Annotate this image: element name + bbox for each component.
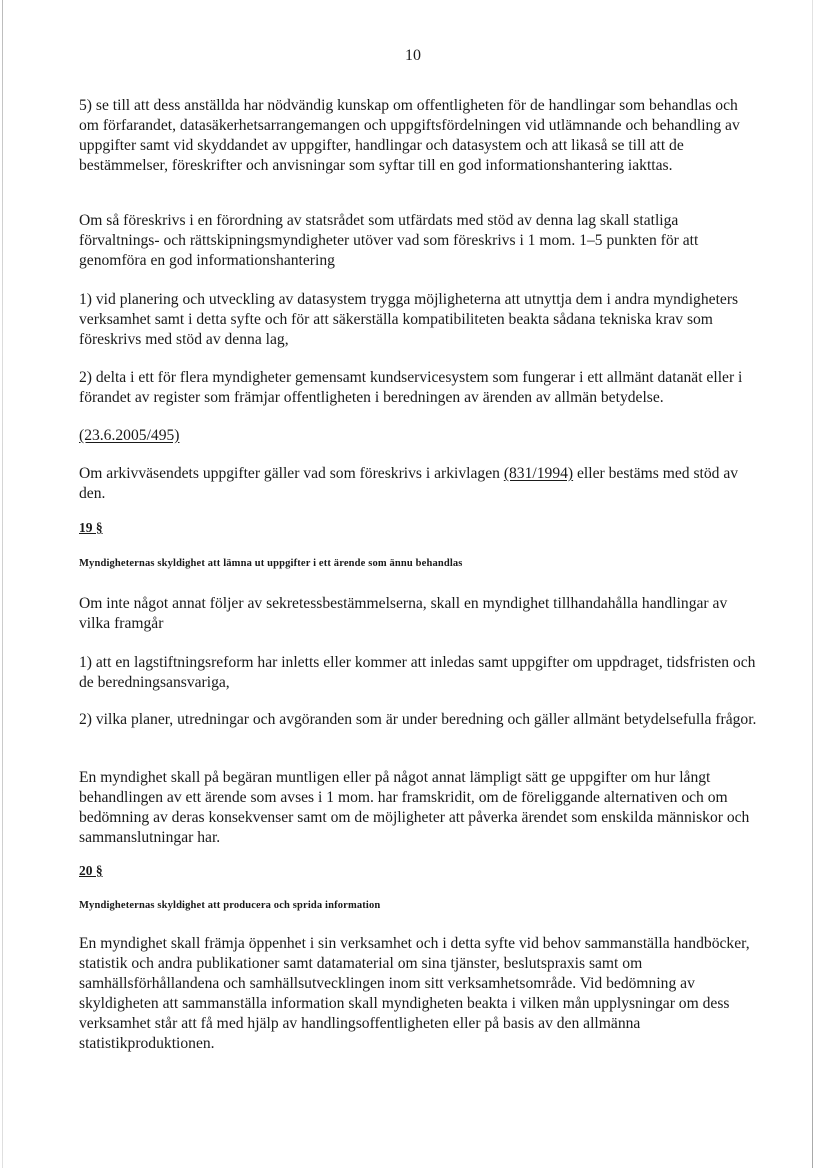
section-20-title: Myndigheternas skyldighet att producera och sprida information	[79, 900, 381, 911]
amendment-link[interactable]: (23.6.2005/495)	[79, 427, 180, 444]
page-number: 10	[405, 47, 421, 64]
archive-text-after: eller bestäms med stöd av den.	[79, 465, 739, 502]
paragraph-s19-intro: Om inte något annat följer av sekretessbestämmelserna, skall en myndighet tillhandahålla handlingar av vilka framgår	[79, 595, 728, 632]
paragraph-s20-text: En myndighet skall främja öppenhet i sin verksamhet och i detta syfte vid behov sammanställa handböcker, statistik och andra publikationer samt datamaterial om sina tjänster, beslutspraxis samt om samhällsförhållandena och samhällsutvecklingen inom sitt verksamhetsområde. Vid bedömning av skyldigheten att sammanställa information skall myndigheten beakta i vilken mån upplysningar om dess verksamhet står att få med hjälp av handlingsoffentligheten eller på basis av den allmänna statistikproduktionen.	[79, 935, 750, 1052]
paragraph-s19-item-1: 1) att en lagstiftningsreform har inletts eller kommer att inledas samt uppgifter om uppdraget, tidsfristen och de beredningsansvariga,	[79, 654, 756, 691]
paragraph-item-1: 1) vid planering och utveckling av datasystem trygga möjligheterna att utnyttja dem i andra myndigheters verksamhet samt i detta syfte och för att säkerställa kompatibiliteten beakta sådana tekniska krav som föreskrivs med stöd av denna lag,	[79, 291, 739, 348]
section-19-heading[interactable]: 19 §	[79, 520, 103, 535]
paragraph-item-2: 2) delta i ett för flera myndigheter gemensamt kundservicesystem som fungerar i ett allmänt datanät eller i förandet av register som främjar offentligheten i beredningen av ärenden av allmän betydelse.	[79, 369, 743, 406]
paragraph-regulation-intro: Om så föreskrivs i en förordning av statsrådet som utfärdats med stöd av denna lag skall statliga förvaltnings- och rättskipningsmyndigheter utöver vad som föreskrivs i 1 mom. 1–5 punkten för att genomföra en god informationshantering	[79, 212, 699, 269]
paragraph-s19-request: En myndighet skall på begäran muntligen eller på något annat lämpligt sätt ge uppgifter om hur långt behandlingen av ett ärende som avses i 1 mom. har framskridit, om de föreliggande alternativen och om bedömning av deras konsekvenser samt om de möjligheter att påverka ärendet som enskilda människor och sammanslutningar har.	[79, 769, 750, 846]
paragraph-archive	[79, 464, 759, 504]
amendment-reference[interactable]	[79, 426, 759, 446]
scan-edge-left	[2, 0, 3, 1168]
archive-text-before: Om arkivväsendets uppgifter gäller vad som föreskrivs i arkivlagen	[79, 465, 504, 482]
scan-edge-right	[812, 0, 813, 1168]
paragraph-item-5: 5) se till att dess anställda har nödvändig kunskap om offentligheten för de handlingar som behandlas och om förfarandet, datasäkerhetsarrangemangen och uppgiftsfördelningen vid utlämnande och behandling av uppgifter samt vid skyddandet av uppgifter, handlingar och datasystem och att likaså se till att de bestämmelser, föreskrifter och anvisningar som syftar till en god informationshantering iakttas.	[79, 97, 740, 174]
section-19-title: Myndigheternas skyldighet att lämna ut uppgifter i ett ärende som ännu behandlas	[79, 558, 463, 569]
archive-law-link[interactable]: (831/1994)	[503, 465, 574, 482]
section-20-heading[interactable]: 20 §	[79, 863, 103, 878]
paragraph-s19-item-2: 2) vilka planer, utredningar och avgöranden som är under beredning och gäller allmänt betydelsefulla frågor.	[79, 711, 757, 728]
